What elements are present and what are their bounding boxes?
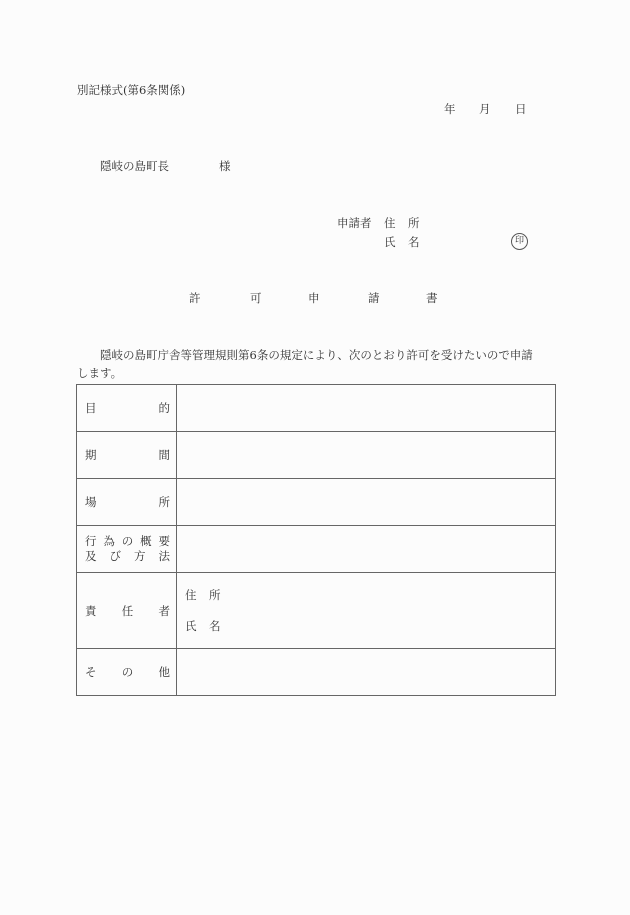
purpose-field[interactable] <box>177 385 556 432</box>
label-char: 法 <box>158 549 170 563</box>
row-label <box>77 385 177 432</box>
table-row-period <box>77 432 556 479</box>
responsible-name-line[interactable] <box>185 611 555 642</box>
applicant-name-label-1: 氏 <box>384 235 396 249</box>
label-char: 所 <box>209 587 221 602</box>
title-char: 請 <box>368 291 380 305</box>
table-row-purpose <box>77 385 556 432</box>
label-char: 場 <box>85 495 97 509</box>
label-char: 方 <box>134 549 146 563</box>
label-char: の <box>121 665 134 679</box>
label-char: 間 <box>158 448 170 462</box>
activity-field[interactable] <box>177 526 556 573</box>
label-char: 住 <box>185 587 197 602</box>
label-char: 概 <box>140 534 152 548</box>
label-char: 責 <box>85 603 97 618</box>
place-field[interactable] <box>177 479 556 526</box>
label-char: 為 <box>103 534 115 548</box>
seal-mark-icon: 印 <box>511 233 528 250</box>
label-char: 要 <box>158 534 170 548</box>
label-char: 他 <box>158 665 170 679</box>
applicant-address-label-1: 住 <box>384 216 396 230</box>
label-char: 名 <box>209 618 221 633</box>
applicant-address-label-2: 所 <box>408 216 420 230</box>
period-field[interactable] <box>177 432 556 479</box>
label-char: 行 <box>85 534 97 548</box>
label-char: 所 <box>158 495 170 509</box>
date-year: 年 <box>444 102 456 116</box>
row-label <box>77 573 177 649</box>
row-label <box>77 649 177 696</box>
body-text-line-2: します。 <box>77 366 123 380</box>
responsible-address-line[interactable] <box>185 580 555 611</box>
label-char: 任 <box>121 603 134 618</box>
table-row-other <box>77 649 556 696</box>
title-char: 書 <box>426 291 438 305</box>
row-label <box>77 432 177 479</box>
application-table <box>76 384 556 696</box>
title-char: 可 <box>250 291 262 305</box>
label-char: 者 <box>158 603 170 618</box>
title-char: 許 <box>189 291 201 305</box>
label-char: 及 <box>85 549 97 563</box>
date-day: 日 <box>515 102 527 116</box>
table-row-activity <box>77 526 556 573</box>
label-char: 的 <box>158 401 170 415</box>
applicant-label: 申請者 <box>337 216 372 230</box>
title-char: 申 <box>308 291 320 305</box>
body-text-line-1: 隠岐の島町庁舎等管理規則第6条の規定により、次のとおり許可を受けたいので申請 <box>100 348 533 362</box>
label-char: び <box>109 549 121 563</box>
applicant-name-label-2: 名 <box>408 235 420 249</box>
responsible-field[interactable] <box>177 573 556 649</box>
row-label <box>77 479 177 526</box>
label-char: 氏 <box>185 618 197 633</box>
table-row-place <box>77 479 556 526</box>
row-label <box>77 526 177 573</box>
date-month: 月 <box>479 102 491 116</box>
label-char: 目 <box>85 401 97 415</box>
form-reference: 別記様式(第6条関係) <box>77 83 186 97</box>
label-char: 期 <box>85 448 97 462</box>
other-field[interactable] <box>177 649 556 696</box>
label-char: の <box>121 534 134 548</box>
addressee-honorific: 様 <box>219 159 231 173</box>
table-row-responsible <box>77 573 556 649</box>
addressee-name: 隠岐の島町長 <box>100 159 169 173</box>
label-char: そ <box>85 665 97 679</box>
